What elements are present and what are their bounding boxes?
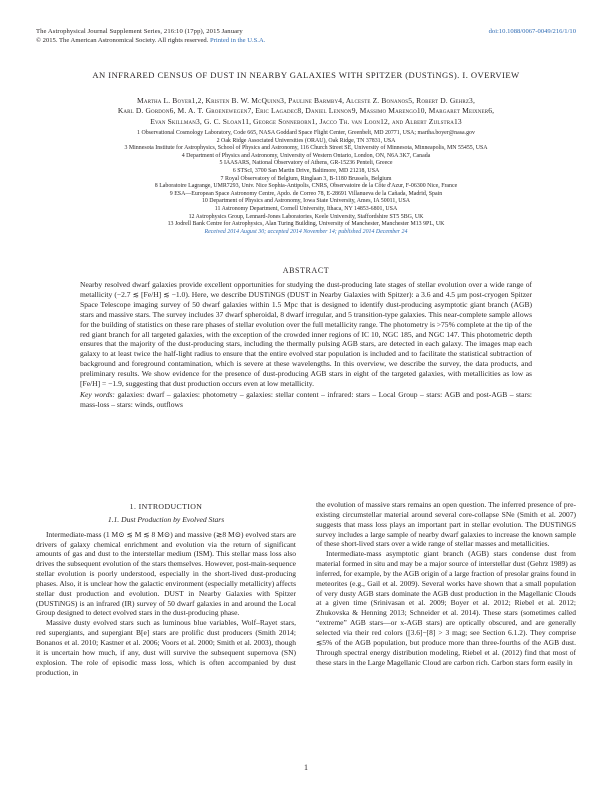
affiliation: 12 Astrophysics Group, Lennard-Jones Laboratories, Keele University, Staffordshire ST5 5BG, UK xyxy=(188,213,424,220)
paragraph: the evolution of massive stars remains an open question. The inferred presence of pre-existing circumstellar material around several core-collapse SNe (Smith et al. 2007) suggests that mass loss plays an important part in stellar evolution. The DUSTiNGS survey includes a large sample of nearby dwarf galaxies to increase the known sample of these short-lived stars over a wide range of stellar masses and metallicities. xyxy=(316,500,576,549)
author-line: Martha L. Boyer1,2, Kristen B. W. McQuinn3, Pauline Barmby4, Alceste Z. Bonanos5, Robert D. Gehrz3, xyxy=(137,96,475,105)
affiliation: 6 STScI, 3700 San Martin Drive, Baltimore, MD 21218, USA xyxy=(232,167,380,174)
paragraph: Intermediate-mass asymptotic giant branch (AGB) stars condense dust from material formed in situ and may be a major source of interstellar dust (Gehrz 1989) as inferred, for example, by the AGB origin of a large fraction of presolar grains found in meteorites (e.g., Gail et al. 2009). Several works have shown that a small population of very dusty AGB stars dominate the AGB dust production in the Magellanic Clouds at a given time (Srinivasan et al. 2009; Boyer et al. 2012; Riebel et al. 2012; Zhukovska & Henning 2013; Schneider et al. 2014). These stars (sometimes called “extreme” AGB stars—or x-AGB stars) are optically obscured, and are generally selected via their red colors ([3.6]−[8] > 3 mag; see Section 6.1.2). They comprise ≲5% of the AGB population, but produce more than three-fourths of the AGB dust. Through spectral energy distribution modeling, Riebel et al. (2012) find that most of these stars in the Large Magellanic Cloud are carbon rich. Carbon stars form easily in xyxy=(316,549,576,667)
affiliation: 4 Department of Physics and Astronomy, University of Western Ontario, London, ON, N6A 3K7, Canada xyxy=(181,152,431,159)
keywords-label: Key words: xyxy=(80,389,115,399)
copyright-line xyxy=(36,37,265,46)
author-line: Evan Skillman3, G. C. Sloan11, George Sonneborn1, Jacco Th. van Loon12, and Albert Zijlstra13 xyxy=(150,116,462,126)
received-dates: Received 2014 August 30; accepted 2014 November 14; published 2014 December 24 xyxy=(204,228,408,235)
affiliation: 1 Observational Cosmology Laboratory, Code 665, NASA Goddard Space Flight Center, Greenbelt, MD 20771, USA; martha.boyer@nasa.gov xyxy=(137,130,475,136)
left-column xyxy=(36,502,296,677)
paragraph: Intermediate-mass (1 M⊙ ≲ M ≲ 8 M⊙) and massive (≳8 M⊙) evolved stars are drivers of galaxy chemical enrichment and evolution via the return of significant amounts of gas and dust to the interstellar medium (ISM). This stellar mass loss also drives the subsequent evolution of the stars themselves. However, post-main-sequence stellar evolution is poorly understood, especially in the short-lived dust-producing phases. Also, it is unclear how the galactic environment (especially metallicity) affects stellar dust production and evolution. DUST in Nearby Galaxies with Spitzer (DUSTiNGS) is an infrared (IR) survey of 50 dwarf galaxies in and around the Local Group designed to detect evolved stars in the dust-producing phase. xyxy=(36,529,296,618)
affiliation-list xyxy=(40,130,572,236)
paragraph: Massive dusty evolved stars such as luminous blue variables, Wolf–Rayet stars, red supergiants, and supergiant B[e] stars are prolific dust producers (Smith 2014; Bonanos et al. 2010; Kastner et al. 2006; Voors et al. 2000; Smith et al. 2003), though it is uncertain how much, if any, dust will survive the subsequent supernova (SN) explosion. The role of episodic mass loss, which is often accompanied by dust production, in xyxy=(36,618,296,677)
affiliation: 9 ESA—European Space Astronomy Centre, Apdo. de Correo 78, E-28691 Villanueva de la Cañada, Madrid, Spain xyxy=(169,190,443,197)
keywords-text: galaxies: dwarf – galaxies: photometry – galaxies: stellar content – infrared: stars – Local Group – stars: AGB and post-AGB – stars: mass-loss – stars: winds, outflows xyxy=(80,389,532,409)
paper-title: AN INFRARED CENSUS OF DUST IN NEARBY GALAXIES WITH SPITZER (DUSTiNGS). I. OVERVIEW xyxy=(92,70,520,80)
doi-link[interactable]: doi:10.1088/0067-0049/216/1/10 xyxy=(488,28,576,35)
author-list xyxy=(56,96,556,127)
affiliation: 10 Department of Physics and Astronomy, Iowa State University, Ames, IA 50011, USA xyxy=(201,198,411,205)
printed-text: Printed in the U.S.A. xyxy=(210,37,266,44)
affiliation: 3 Minnesota Institute for Astrophysics, School of Physics and Astronomy, 116 Church Street SE, University of Minnesota, Minneapolis, MN 55455, USA xyxy=(124,145,488,152)
affiliation: 5 IAASARS, National Observatory of Athens, GR-15236 Penteli, Greece xyxy=(219,160,393,167)
page-number: 1 xyxy=(304,763,308,772)
right-column xyxy=(316,500,576,667)
affiliation: 2 Oak Ridge Associated Universities (ORAU), Oak Ridge, TN 37831, USA xyxy=(216,137,396,144)
author-line: Karl D. Gordon6, M. A. T. Groenewegen7, Eric Lagadec8, Daniel Lennon9, Massimo Marengo10, Margaret Meixner6, xyxy=(117,106,495,116)
copyright-text: © 2015. The American Astronomical Society. All rights reserved. xyxy=(36,37,209,44)
abstract-text: Nearby resolved dwarf galaxies provide excellent opportunities for studying the dust-producing late stages of stellar evolution over a wide range of metallicity (−2.7 ≲ [Fe/H] ≲ −1.0). Here, we describe DUSTiNGS (DUST in Nearby Galaxies with Spitzer): a 3.6 and 4.5 μm post-cryogen Spitzer Space Telescope imaging survey of 50 dwarf galaxies within 1.5 Mpc that is designed to identify dust-producing asymptotic giant branch (AGB) stars and massive stars. The survey includes 37 dwarf spheroidal, 8 dwarf irregular, and 5 transition-type galaxies. This near-complete sample allows for the building of statistics on these rare phases of stellar evolution over the full metallicity range. The photometry is >75% complete at the tip of the red giant branch for all targeted galaxies, with the exception of the crowded inner regions of IC 10, NGC 185, and NGC 147. This photometric depth ensures that the majority of the dust-producing stars, including the thermally pulsing AGB stars, are detected in each galaxy. The images map each galaxy to at least twice the half-light radius to ensure that the entire evolved star population is included and to facilitate the statistical subtraction of background and foreground contamination, which is severe at these wavelengths. In this overview, we describe the survey, the data products, and preliminary results. We show evidence for the presence of dust-producing AGB stars in eight of the targeted galaxies, with metallicities as low as [Fe/H] = −1.9, suggesting that dust production occurs even at low metallicity. xyxy=(80,280,532,389)
section-heading: 1. INTRODUCTION xyxy=(129,502,203,511)
abstract xyxy=(80,280,532,410)
affiliation: 8 Laboratoire Lagrange, UMR7293, Univ. Nice Sophia-Antipolis, CNRS, Observatoire de la Côte d'Azur, F-06300 Nice, France xyxy=(154,183,458,190)
affiliation: 13 Jodrell Bank Centre for Astrophysics, Alan Turing Building, University of Manchester, Manchester M13 9PL, UK xyxy=(167,221,445,228)
abstract-heading: ABSTRACT xyxy=(282,266,330,275)
journal-citation: The Astrophysical Journal Supplement Series, 216:10 (17pp), 2015 January xyxy=(36,28,243,35)
keywords xyxy=(80,390,532,410)
affiliation: 11 Astronomy Department, Cornell University, Ithaca, NY 14853-6801, USA xyxy=(214,205,398,212)
subsection-heading: 1.1. Dust Production by Evolved Stars xyxy=(107,514,225,524)
affiliation: 7 Royal Observatory of Belgium, Ringlaan 3, B-1180 Brussels, Belgium xyxy=(220,175,392,182)
